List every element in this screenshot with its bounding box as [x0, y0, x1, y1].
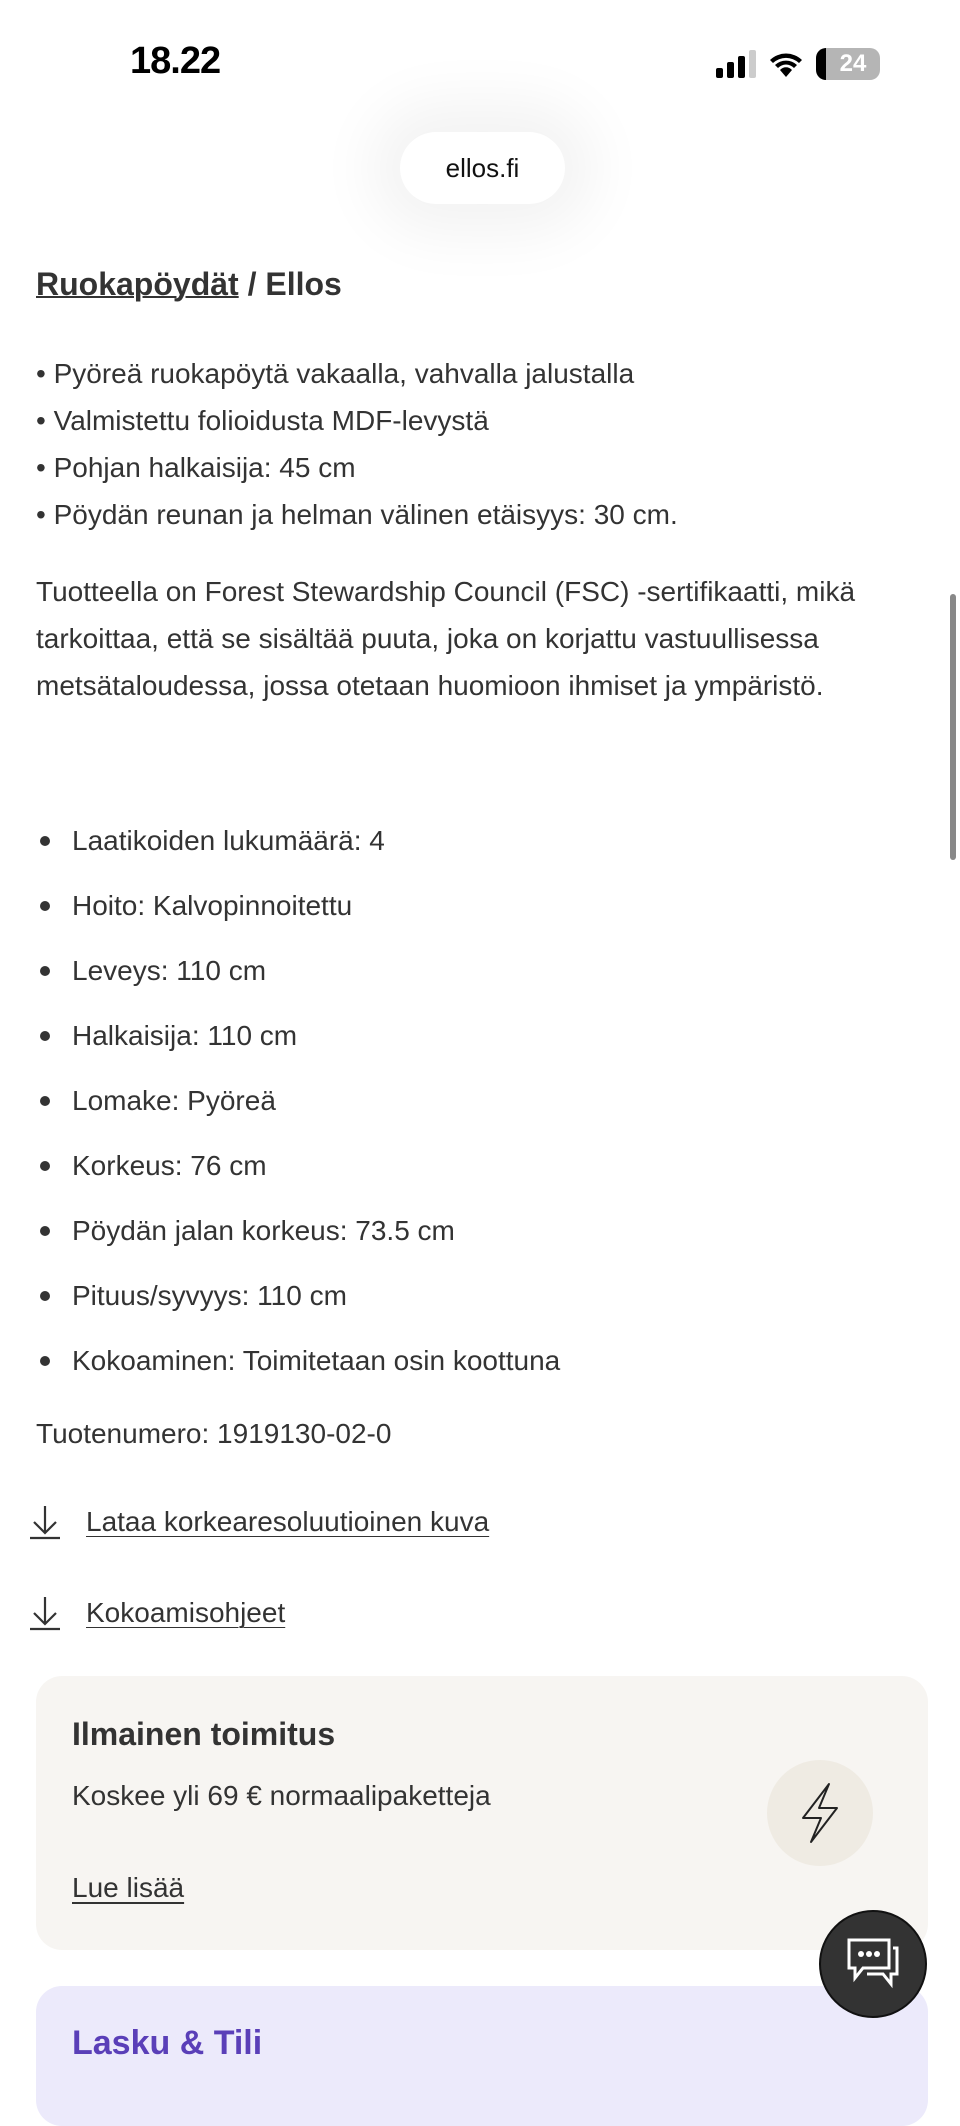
- feature-list: [36, 350, 678, 538]
- chat-button[interactable]: [819, 1910, 927, 2018]
- spec-item: Kokoaminen: Toimitetaan osin koottuna: [36, 1328, 560, 1393]
- spec-item: Korkeus: 76 cm: [36, 1133, 560, 1198]
- scrollbar[interactable]: [950, 594, 956, 860]
- breadcrumb-brand: Ellos: [265, 266, 342, 302]
- breadcrumb: [36, 266, 342, 303]
- spec-item: Lomake: Pyöreä: [36, 1068, 560, 1133]
- product-description: Tuotteella on Forest Stewardship Council (FSC) -sertifikaatti, mikä tarkoittaa, että se sisältää puuta, joka on korjattu vastuullisessa metsätaloudessa, jossa otetaan huomioon ihmiset ja ympäristö.: [36, 576, 856, 701]
- spec-list: [36, 808, 560, 1393]
- spec-item: Laatikoiden lukumäärä: 4: [36, 808, 560, 873]
- download-image-link[interactable]: Lataa korkearesoluutioinen kuva: [28, 1504, 489, 1540]
- assembly-instructions-link[interactable]: Kokoamisohjeet: [28, 1595, 285, 1631]
- status-icons: [716, 48, 880, 80]
- signal-icon: [716, 50, 756, 78]
- feature-item: • Pohjan halkaisija: 45 cm: [36, 452, 356, 483]
- feature-item: • Pöydän reunan ja helman välinen etäisyys: 30 cm.: [36, 499, 678, 530]
- wifi-icon: [768, 50, 804, 78]
- battery-icon: [816, 48, 880, 80]
- card-subtitle: Koskee yli 69 € normaalipaketteja: [72, 1780, 491, 1811]
- breadcrumb-category-link[interactable]: Ruokapöydät: [36, 266, 239, 302]
- chat-icon: [843, 1936, 903, 1992]
- feature-item: • Pyöreä ruokapöytä vakaalla, vahvalla jalustalla: [36, 358, 635, 389]
- card-title: Ilmainen toimitus: [72, 1716, 336, 1752]
- breadcrumb-separator: /: [238, 266, 266, 302]
- battery-level: 24: [839, 50, 867, 77]
- card-title: Lasku & Tili: [72, 2024, 263, 2062]
- download-icon: [28, 1595, 62, 1631]
- download-icon: [28, 1504, 62, 1540]
- spec-item: Leveys: 110 cm: [36, 938, 560, 1003]
- read-more-link[interactable]: Lue lisää: [72, 1872, 185, 1903]
- lightning-icon: [767, 1760, 873, 1866]
- feature-item: • Valmistettu folioidusta MDF-levystä: [36, 405, 489, 436]
- spec-item: Pituus/syvyys: 110 cm: [36, 1263, 560, 1328]
- invoice-account-card[interactable]: [36, 1986, 928, 2126]
- free-delivery-card: [36, 1676, 928, 1950]
- url-bar[interactable]: ellos.fi: [400, 132, 565, 204]
- spec-item: Pöydän jalan korkeus: 73.5 cm: [36, 1198, 560, 1263]
- spec-item: Halkaisija: 110 cm: [36, 1003, 560, 1068]
- status-time: 18.22: [130, 40, 221, 82]
- spec-item: Hoito: Kalvopinnoitettu: [36, 873, 560, 938]
- product-number: Tuotenumero: 1919130-02-0: [36, 1418, 392, 1449]
